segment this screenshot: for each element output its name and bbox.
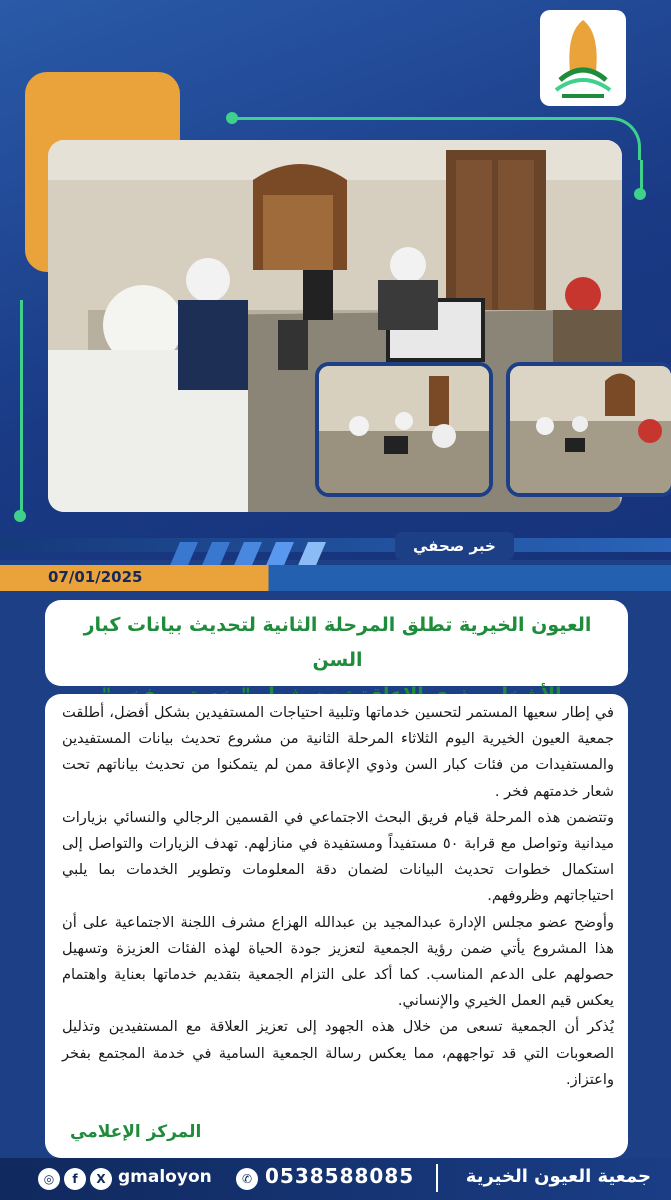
meeting-photo-thumbnail-1 [315,362,493,497]
green-decor-dot [226,112,238,124]
headline-line-1: العيون الخيرية تطلق المرحلة الثانية لتحديث بيانات كبار السن [83,614,592,671]
footer-handle[interactable]: gmaloyon [118,1167,212,1187]
facebook-icon[interactable]: f [64,1168,86,1190]
footer-org-name: جمعية العيون الخيرية [465,1166,651,1187]
publish-date: 07/01/2025 [48,568,143,586]
instagram-icon[interactable]: ◎ [38,1168,60,1190]
green-decor-line [232,117,594,120]
article-paragraph: يُذكر أن الجمعية تسعى من خلال هذه الجهود إلى تعزيز العلاقة مع المستفيدين وتذليل الصعوبات التي قد تواجههم، مما يعكس رسالة الجمعية السامية في خدمة المجتمع بفخر واعتزاز. [62,1018,614,1088]
green-decor-dot-right [634,188,646,200]
x-icon[interactable]: X [90,1168,112,1190]
article-body [62,700,614,1093]
whatsapp-icon[interactable]: ✆ [236,1168,258,1190]
organization-logo [540,10,626,106]
green-decor-line-right [640,160,643,190]
news-type-tag: خبر صحفي [395,532,514,560]
green-decor-line-left [20,300,23,515]
article-paragraph: في إطار سعيها المستمر لتحسين خدماتها وتلبية احتياجات المستفيدين بشكل أفضل، أطلقت جمعية العيون الخيرية اليوم الثلاثاء المرحلة الثانية من مشروع تحديث بيانات المستفيدين والمستفيدات من فئات كبار السن وذوي الإعاقة ممن لم يتمكنوا من تحديث بياناتهم تحت شعار خدمتهم فخر . [62,704,614,800]
footer [0,1158,671,1200]
article-paragraph: وتتضمن هذه المرحلة قيام فريق البحث الاجتماعي في القسمين الرجالي والنسائي بزيارات ميدانية وتواصل مع قرابة ٥٠ مستفيداً ومستفيدة في منازلهم. تهدف الزيارات والتواصل إلى استكمال خطوات تحديث البيانات لضمان دقة المعلومات وتطوير الخدمات بما يلبي احتياجاتهم وظروفهم. [62,808,615,905]
article-paragraph: وأوضح عضو مجلس الإدارة عبدالمجيد بن عبدالله الهزاع مشرف اللجنة الاجتماعية على أن هذا المشروع يأتي ضمن رؤية الجمعية لتعزيز جودة الحياة لهذه الفئات العزيزة وتسهيل حصولهم على الدعم المناسب. كما أكد على التزام الجمعية بتقديم خدماتها بعناية واهتمام يعكس قيم العمل الخيري والإنساني. [62,913,614,1010]
signature: المركز الإعلامي [70,1122,202,1142]
green-decor-dot-left [14,510,26,522]
footer-phone[interactable]: 0538588085 [265,1164,415,1188]
footer-separator [436,1164,438,1192]
meeting-photo-thumbnail-2 [506,362,671,497]
